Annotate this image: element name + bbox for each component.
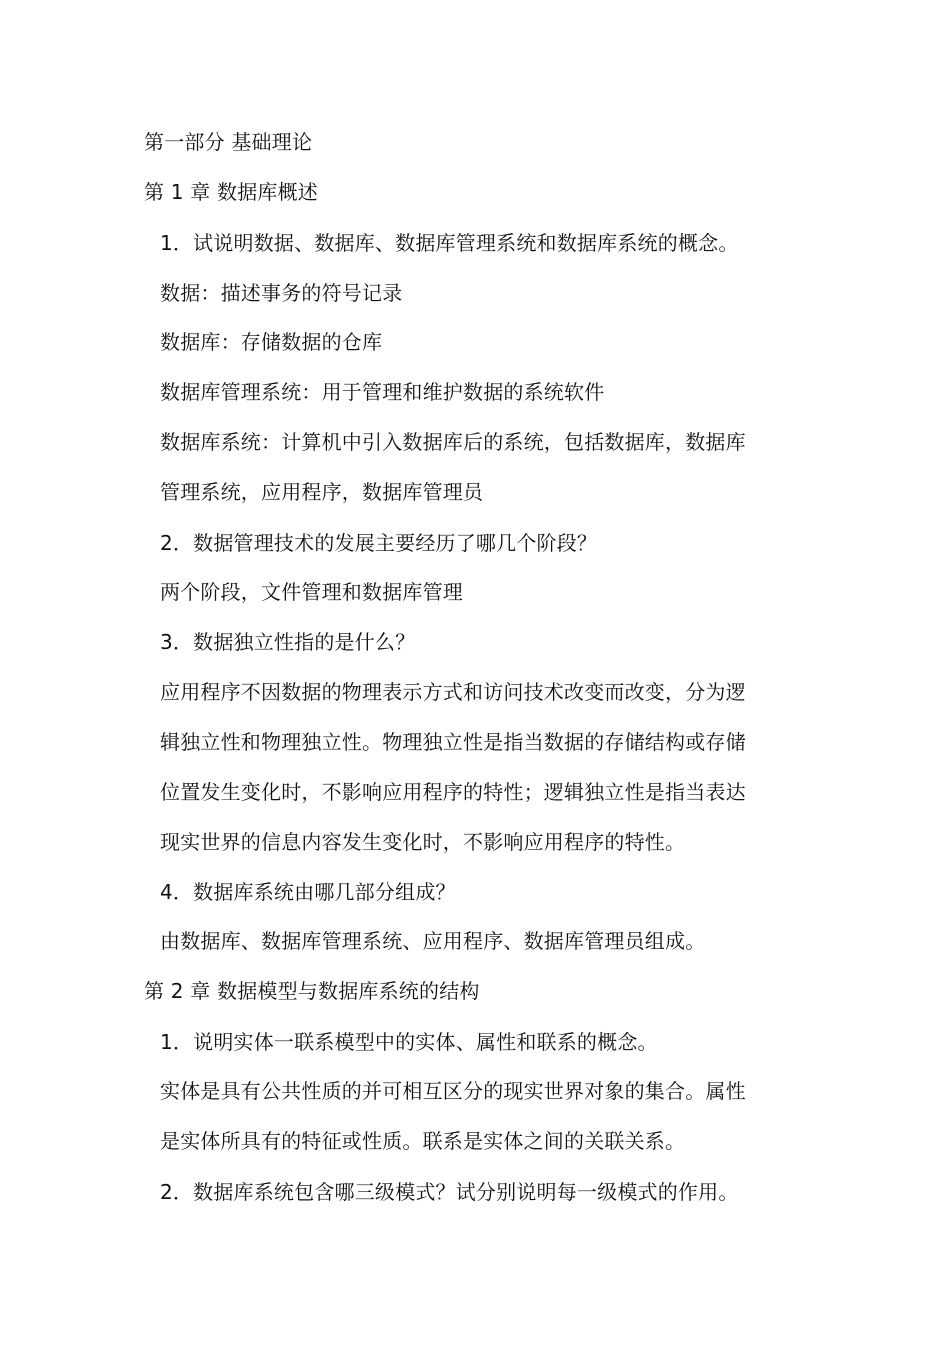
- chapter-2-question-2: 2．数据库系统包含哪三级模式？试分别说明每一级模式的作用。: [160, 1180, 739, 1204]
- answer-4: 由数据库、数据库管理系统、应用程序、数据库管理员组成。: [160, 929, 706, 953]
- answer-dbms: 数据库管理系统：用于管理和维护数据的系统软件: [160, 380, 605, 404]
- answer-dbs-line-1: 数据库系统：计算机中引入数据库后的系统，包括数据库，数据库: [160, 430, 746, 454]
- part-title: 第一部分 基础理论: [144, 130, 313, 154]
- answer-database: 数据库：存储数据的仓库: [160, 330, 383, 354]
- answer-3-line-1: 应用程序不因数据的物理表示方式和访问技术改变而改变，分为逻: [160, 680, 746, 704]
- answer-3-line-3: 位置发生变化时，不影响应用程序的特性；逻辑独立性是指当表达: [160, 780, 746, 804]
- question-2: 2．数据管理技术的发展主要经历了哪几个阶段？: [160, 531, 598, 555]
- answer-dbs-line-2: 管理系统，应用程序，数据库管理员: [160, 480, 484, 504]
- answer-data: 数据：描述事务的符号记录: [160, 281, 403, 305]
- chapter-2-answer-1-line-1: 实体是具有公共性质的并可相互区分的现实世界对象的集合。属性: [160, 1079, 746, 1103]
- answer-3-line-4: 现实世界的信息内容发生变化时，不影响应用程序的特性。: [160, 830, 686, 854]
- chapter-2-question-1: 1．说明实体一联系模型中的实体、属性和联系的概念。: [160, 1030, 658, 1054]
- question-3: 3．数据独立性指的是什么？: [160, 630, 416, 654]
- question-1: 1．试说明数据、数据库、数据库管理系统和数据库系统的概念。: [160, 231, 739, 255]
- chapter-2-answer-1-line-2: 是实体所具有的特征或性质。联系是实体之间的关联关系。: [160, 1129, 686, 1153]
- chapter-2-title: 第 2 章 数据模型与数据库系统的结构: [144, 979, 480, 1003]
- question-4: 4．数据库系统由哪几部分组成？: [160, 880, 456, 904]
- chapter-1-title: 第 1 章 数据库概述: [144, 180, 318, 204]
- answer-2: 两个阶段，文件管理和数据库管理: [160, 580, 463, 604]
- answer-3-line-2: 辑独立性和物理独立性。物理独立性是指当数据的存储结构或存储: [160, 730, 746, 754]
